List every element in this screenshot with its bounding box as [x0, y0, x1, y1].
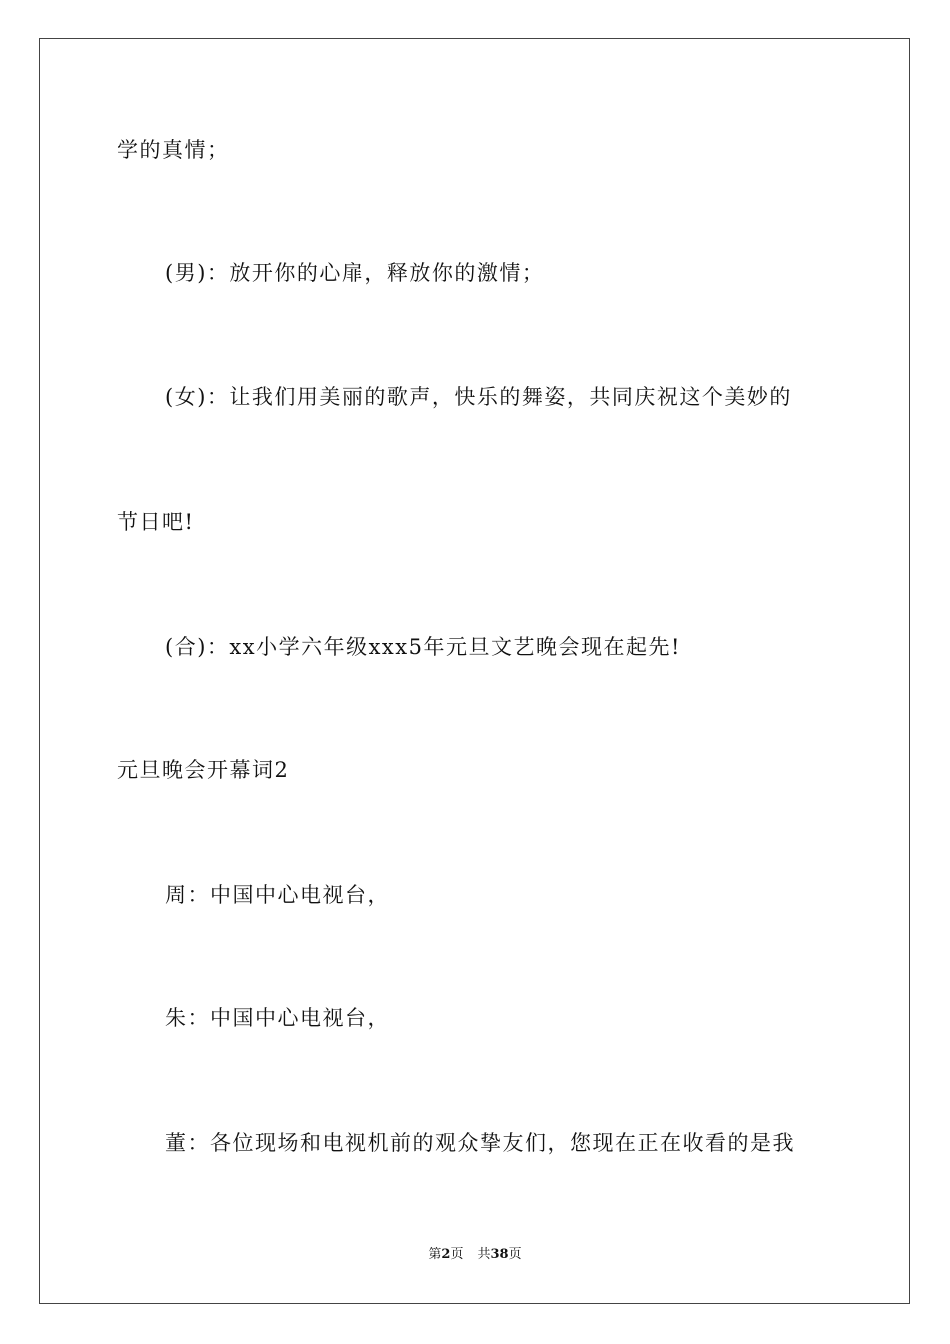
footer-total-pages: 38: [490, 1247, 509, 1262]
section-heading: 元旦晚会开幕词2: [117, 758, 290, 782]
footer-suffix: 页: [508, 1247, 522, 1262]
text-line-8: 朱：中国中心电视台，: [165, 1006, 390, 1030]
text-line-9: 董：各位现场和电视机前的观众挚友们，您现在正在收看的是我: [165, 1131, 795, 1155]
footer-total-prefix: 共: [477, 1247, 491, 1262]
footer-current-page: 2: [441, 1247, 451, 1262]
text-line-2: (男)：放开你的心扉，释放你的激情；: [165, 261, 545, 285]
text-line-1: 学的真情；: [117, 138, 230, 162]
page-footer: [0, 1246, 950, 1264]
footer-prefix: 第: [428, 1247, 442, 1262]
text-line-3: (女)：让我们用美丽的歌声，快乐的舞姿，共同庆祝这个美妙的: [165, 385, 792, 409]
text-line-5: (合)：xx小学六年级xxx5年元旦文艺晚会现在起先!: [165, 635, 681, 659]
page-border: [39, 38, 910, 1304]
footer-page-unit: 页: [450, 1247, 464, 1262]
text-line-4: 节日吧!: [117, 510, 195, 534]
text-line-7: 周：中国中心电视台，: [165, 883, 390, 907]
